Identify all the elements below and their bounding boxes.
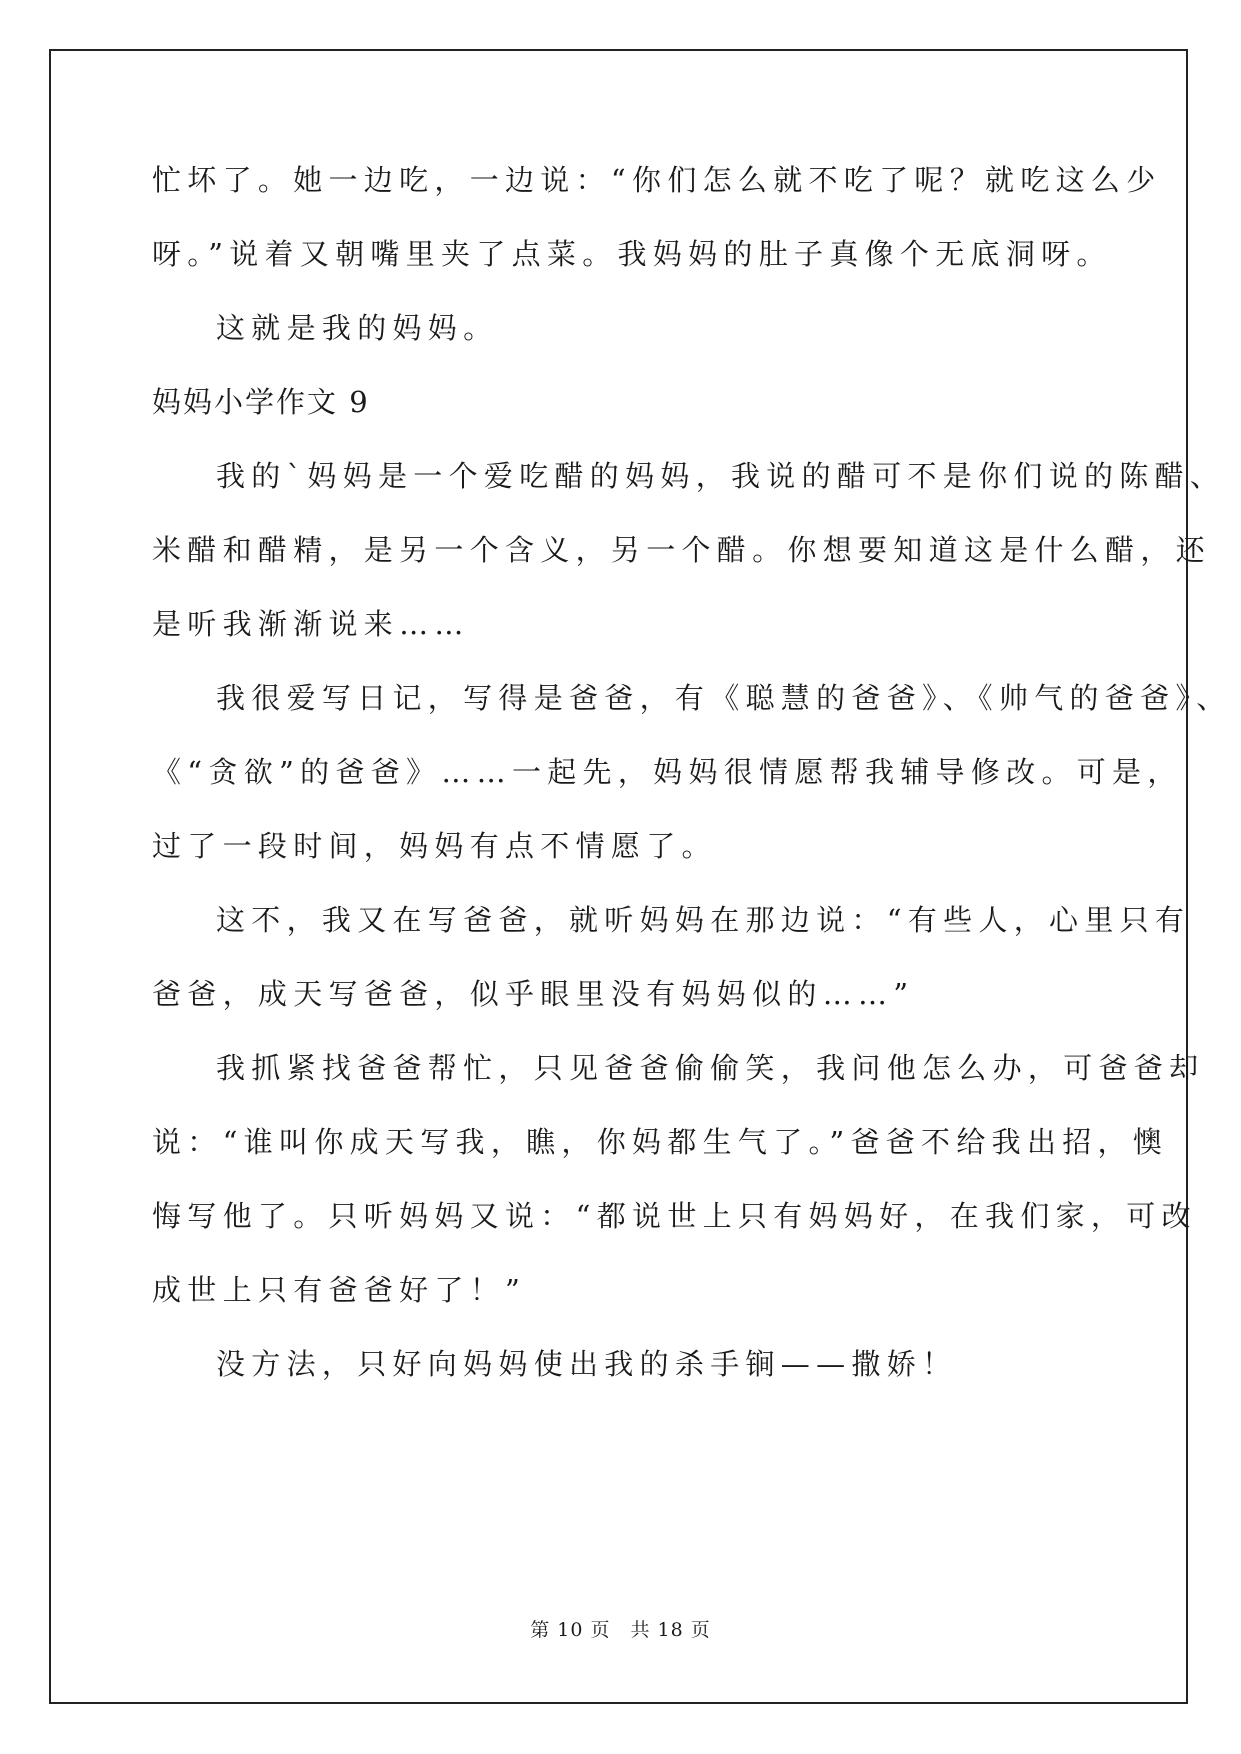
text-line-15: 悔写他了。只听妈妈又说：“都说世上只有妈妈好，在我们家，可改 (152, 1199, 1197, 1233)
paragraph-line-13: 我抓紧找爸爸帮忙，只见爸爸偷偷笑，我问他怎么办，可爸爸却 (216, 1051, 1205, 1085)
text-line-16: 成世上只有爸爸好了！” (152, 1273, 527, 1307)
paragraph-line-3: 这就是我的妈妈。 (216, 311, 499, 345)
page-number-footer: 第 10 页 共 18 页 (530, 1619, 711, 1641)
page-border (49, 49, 1191, 1704)
text-line-14: 说：“谁叫你成天写我，瞧，你妈都生气了。”爸爸不给我出招，懊 (152, 1125, 1169, 1159)
text-line-12: 爸爸，成天写爸爸，似乎眼里没有妈妈似的……” (152, 977, 915, 1011)
paragraph-line-17: 没方法，只好向妈妈使出我的杀手锏——撒娇！ (216, 1347, 958, 1381)
text-line-9: 《“贪欲”的爸爸》……一起先，妈妈很情愿帮我辅导修改。可是， (152, 755, 1183, 789)
text-line-1: 忙坏了。她一边吃，一边说：“你们怎么就不吃了呢？就吃这么少 (152, 163, 1162, 197)
paragraph-line-11: 这不，我又在写爸爸，就听妈妈在那边说：“有些人，心里只有 (216, 903, 1191, 937)
paragraph-line-8: 我很爱写日记，写得是爸爸，有《聪慧的爸爸》、《帅气的爸爸》、 (216, 681, 1232, 715)
section-heading: 妈妈小学作文 9 (152, 385, 370, 419)
text-line-7: 是听我渐渐说来…… (152, 607, 470, 641)
paragraph-line-5: 我的`妈妈是一个爱吃醋的妈妈，我说的醋可不是你们说的陈醋、 (216, 459, 1226, 493)
text-line-10: 过了一段时间，妈妈有点不情愿了。 (152, 829, 717, 863)
text-line-6: 米醋和醋精，是另一个含义，另一个醋。你想要知道这是什么醋，还 (152, 533, 1212, 567)
text-line-2: 呀。”说着又朝嘴里夹了点菜。我妈妈的肚子真像个无底洞呀。 (152, 237, 1112, 271)
